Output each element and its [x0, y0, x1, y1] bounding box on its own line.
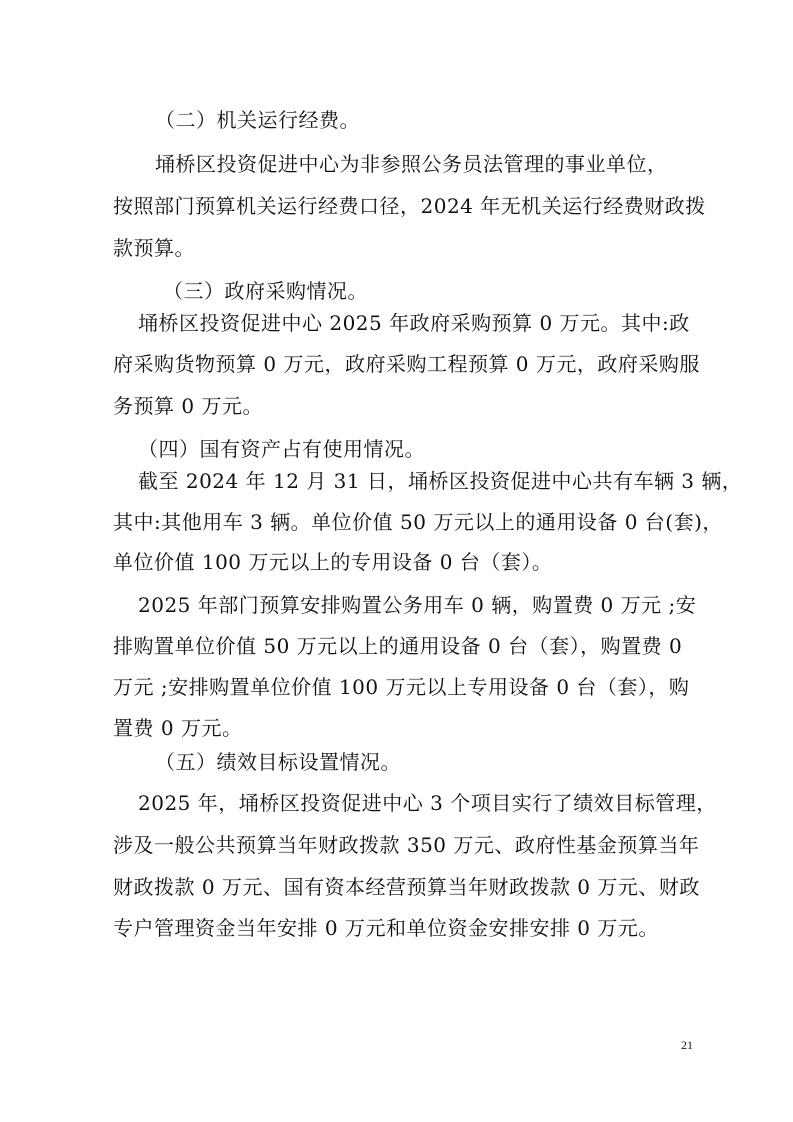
paragraph-line: 款预算。 [113, 236, 195, 260]
paragraph-line: 排购置单位价值 50 万元以上的通用设备 0 台（套），购置费 0 [113, 634, 683, 658]
page-number: 21 [681, 1038, 693, 1052]
paragraph-line: 务预算 0 万元。 [113, 394, 263, 418]
section-heading-procurement: （三）政府采购情况。 [163, 279, 368, 303]
paragraph-line: 埇桥区投资促进中心为非参照公务员法管理的事业单位， [155, 152, 668, 176]
paragraph-line: 埇桥区投资促进中心 2025 年政府采购预算 0 万元。其中:政 [138, 311, 690, 335]
paragraph-line: 财政拨款 0 万元、国有资本经营预算当年财政拨款 0 万元、财政 [113, 875, 700, 899]
paragraph-line: 置费 0 万元。 [113, 716, 243, 740]
paragraph-line: 2025 年部门预算安排购置公务用车 0 辆，购置费 0 万元 ;安 [138, 593, 697, 617]
section-heading-performance: （五）绩效目标设置情况。 [155, 750, 401, 774]
paragraph-line: 2025 年，埇桥区投资促进中心 3 个项目实行了绩效目标管理， [138, 791, 717, 815]
section-heading-assets: （四）国有资产占有使用情况。 [138, 437, 425, 461]
paragraph-line: 专户管理资金当年安排 0 万元和单位资金安排安排 0 万元。 [113, 916, 659, 940]
paragraph-line: 其中:其他用车 3 辆。单位价值 50 万元以上的通用设备 0 台(套)， [113, 510, 723, 534]
paragraph-line: 府采购货物预算 0 万元，政府采购工程预算 0 万元，政府采购服 [113, 352, 700, 376]
section-heading-operating-expenses: （二）机关运行经费。 [155, 108, 360, 132]
paragraph-line: 单位价值 100 万元以上的专用设备 0 台（套）。 [113, 550, 553, 574]
paragraph-line: 截至 2024 年 12 月 31 日，埇桥区投资促进中心共有车辆 3 辆， [138, 469, 743, 493]
paragraph-line: 按照部门预算机关运行经费口径，2024 年无机关运行经费财政拨 [113, 194, 706, 218]
paragraph-line: 万元 ;安排购置单位价值 100 万元以上专用设备 0 台（套），购 [113, 675, 690, 699]
paragraph-line: 涉及一般公共预算当年财政拨款 350 万元、政府性基金预算当年 [113, 833, 700, 857]
